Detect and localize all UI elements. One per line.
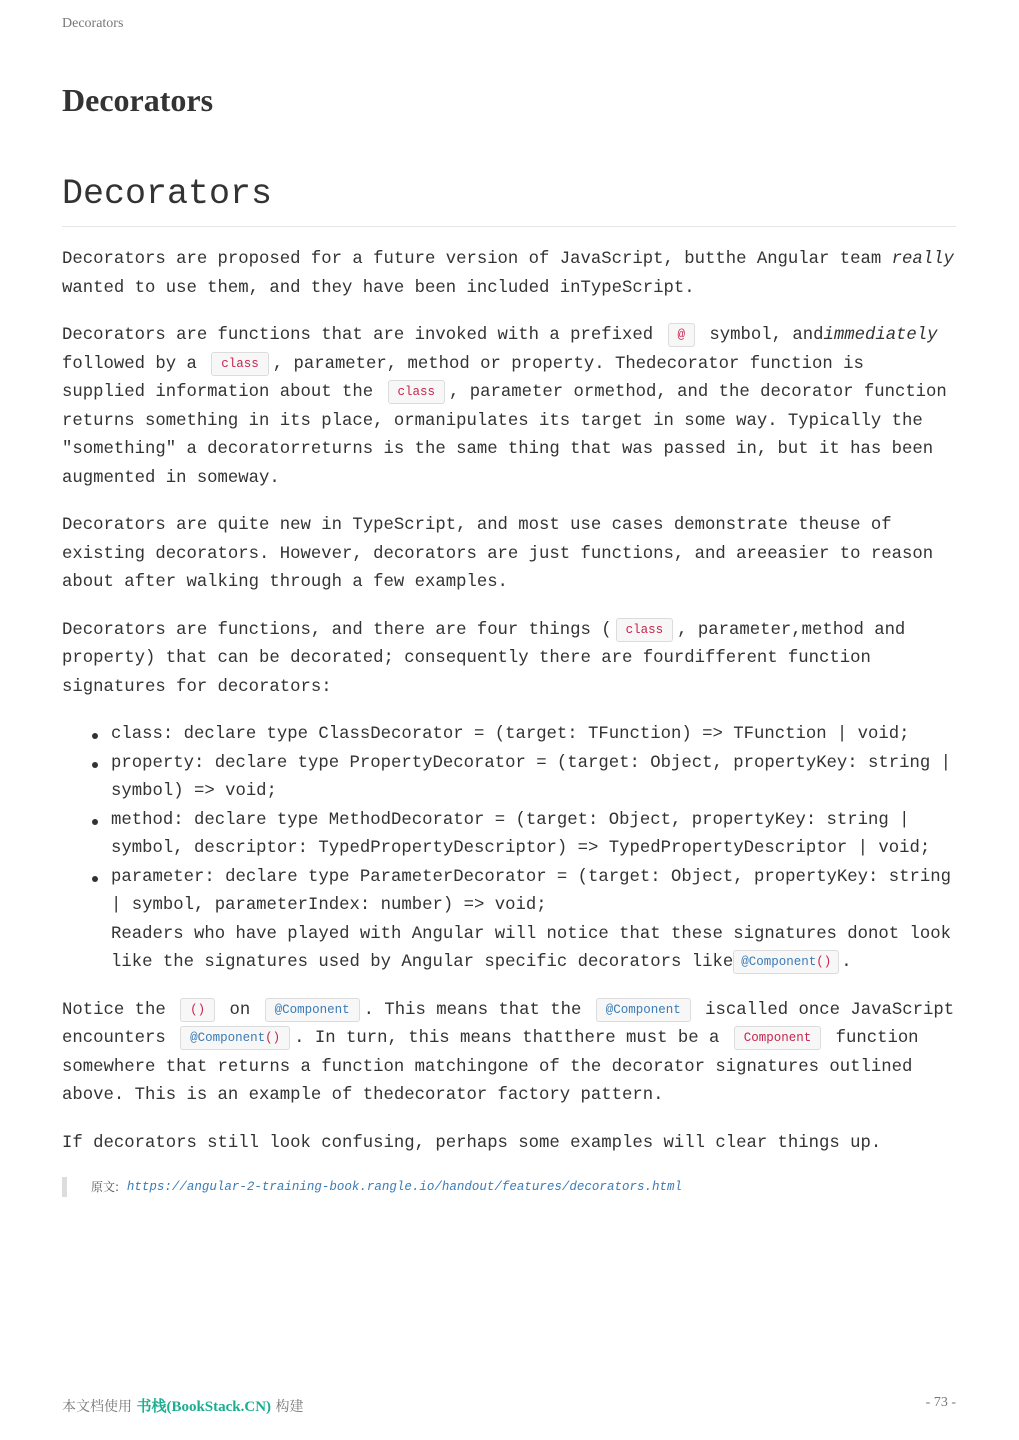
- text: on: [229, 1000, 251, 1020]
- source-blockquote: [62, 1177, 956, 1197]
- paragraph-definition: [62, 322, 956, 493]
- inline-code-class: class: [211, 352, 269, 376]
- footer-suffix: 构建: [271, 1399, 304, 1415]
- list-item: property: declare type PropertyDecorator = (target: Object, propertyKey: string | symbol) => void;: [111, 750, 956, 807]
- paragraph-closing: If decorators still look confusing, perhaps some examples will clear things up.: [62, 1133, 882, 1153]
- text: , parameter ormethod, and the decorator function returns something in its place, ormanipulates its target in some way. Typically the "something" a decoratorreturns is the same thing that was passed in, but it has been augmented in someway.: [62, 383, 947, 488]
- signature-list: [62, 721, 956, 978]
- code-parens: (): [265, 1031, 281, 1045]
- text: parameter: declare type ParameterDecorator = (target: Object, propertyKey: string | symbol, parameterIndex: number) => void;: [111, 867, 952, 915]
- source-link[interactable]: https://angular-2-training-book.rangle.io/handout/features/decorators.html: [126, 1179, 682, 1194]
- paragraph-intro: [62, 246, 956, 303]
- list-item: class: declare type ClassDecorator = (target: TFunction) => TFunction | void;: [111, 721, 956, 750]
- code-text: @Component: [190, 1031, 266, 1045]
- paragraph-usage: Decorators are quite new in TypeScript, and most use cases demonstrate theuse of existing decorators. However, decorators are just functions, and areeasier to reason about after walking through a few examples.: [62, 516, 934, 592]
- text: , parameter, method or property. Thedecorator function is supplied information about the: [62, 354, 864, 402]
- footer-brand-link[interactable]: 书栈(BookStack.CN): [136, 1399, 272, 1415]
- text: . This means that the: [363, 1000, 582, 1020]
- text: , parameter,method and property) that can be decorated; consequently there are fourdifferent function signatures for decorators:: [62, 620, 906, 697]
- inline-code-class: class: [616, 618, 674, 642]
- page-footer: [62, 1395, 956, 1416]
- text: . In turn, this means thatthere must be a: [294, 1029, 720, 1048]
- text: .: [841, 953, 852, 972]
- emphasis-text: really: [891, 250, 954, 269]
- text: wanted to use them, and they have been included inTypeScript.: [62, 278, 695, 298]
- running-header: Decorators: [62, 16, 124, 31]
- text: Notice the: [62, 1000, 166, 1020]
- text: iscalled once JavaScript encounters: [62, 1000, 955, 1048]
- inline-code-at: @: [668, 323, 696, 347]
- paragraph-notice: [62, 997, 956, 1111]
- inline-code-parens: (): [180, 998, 215, 1022]
- text: symbol, and: [709, 326, 824, 345]
- article-body: [62, 246, 956, 1197]
- text: Decorators are functions, and there are four things (: [62, 620, 612, 640]
- chapter-title: Decorators: [62, 82, 214, 118]
- text: Decorators are functions that are invoked with a prefixed: [62, 326, 654, 345]
- list-item: method: declare type MethodDecorator = (target: Object, propertyKey: string | symbol, descriptor: TypedPropertyDescriptor) => TypedPropertyDescriptor | void;: [111, 807, 956, 864]
- text: Decorators are proposed for a future version of JavaScript, butthe Angular team: [62, 250, 892, 269]
- inline-code-component-call: [733, 950, 839, 974]
- code-parens: (): [816, 955, 832, 969]
- page-number: - 73 -: [925, 1395, 956, 1410]
- source-label: 原文:: [91, 1179, 120, 1194]
- inline-code-component: @Component: [265, 998, 360, 1022]
- text: function somewhere that returns a function matchingone of the decorator signatures outlined above. This is an example of thedecorator factory pattern.: [62, 1029, 919, 1105]
- inline-code-component: @Component: [596, 998, 691, 1022]
- emphasis-text: immediately: [823, 326, 938, 345]
- text: followed by a: [62, 354, 197, 374]
- inline-code-component-name: Component: [734, 1026, 822, 1050]
- code-text: @Component: [741, 955, 817, 969]
- inline-code-class: class: [388, 380, 446, 404]
- list-item: [111, 864, 956, 978]
- section-title: Decorators: [62, 172, 956, 227]
- inline-code-component-call: [180, 1026, 290, 1050]
- footer-prefix: 本文档使用: [62, 1399, 137, 1415]
- text: Readers who have played with Angular will notice that these signatures donot look like the signatures used by Angular specific decorators like: [111, 924, 952, 972]
- paragraph-four-things: [62, 617, 956, 703]
